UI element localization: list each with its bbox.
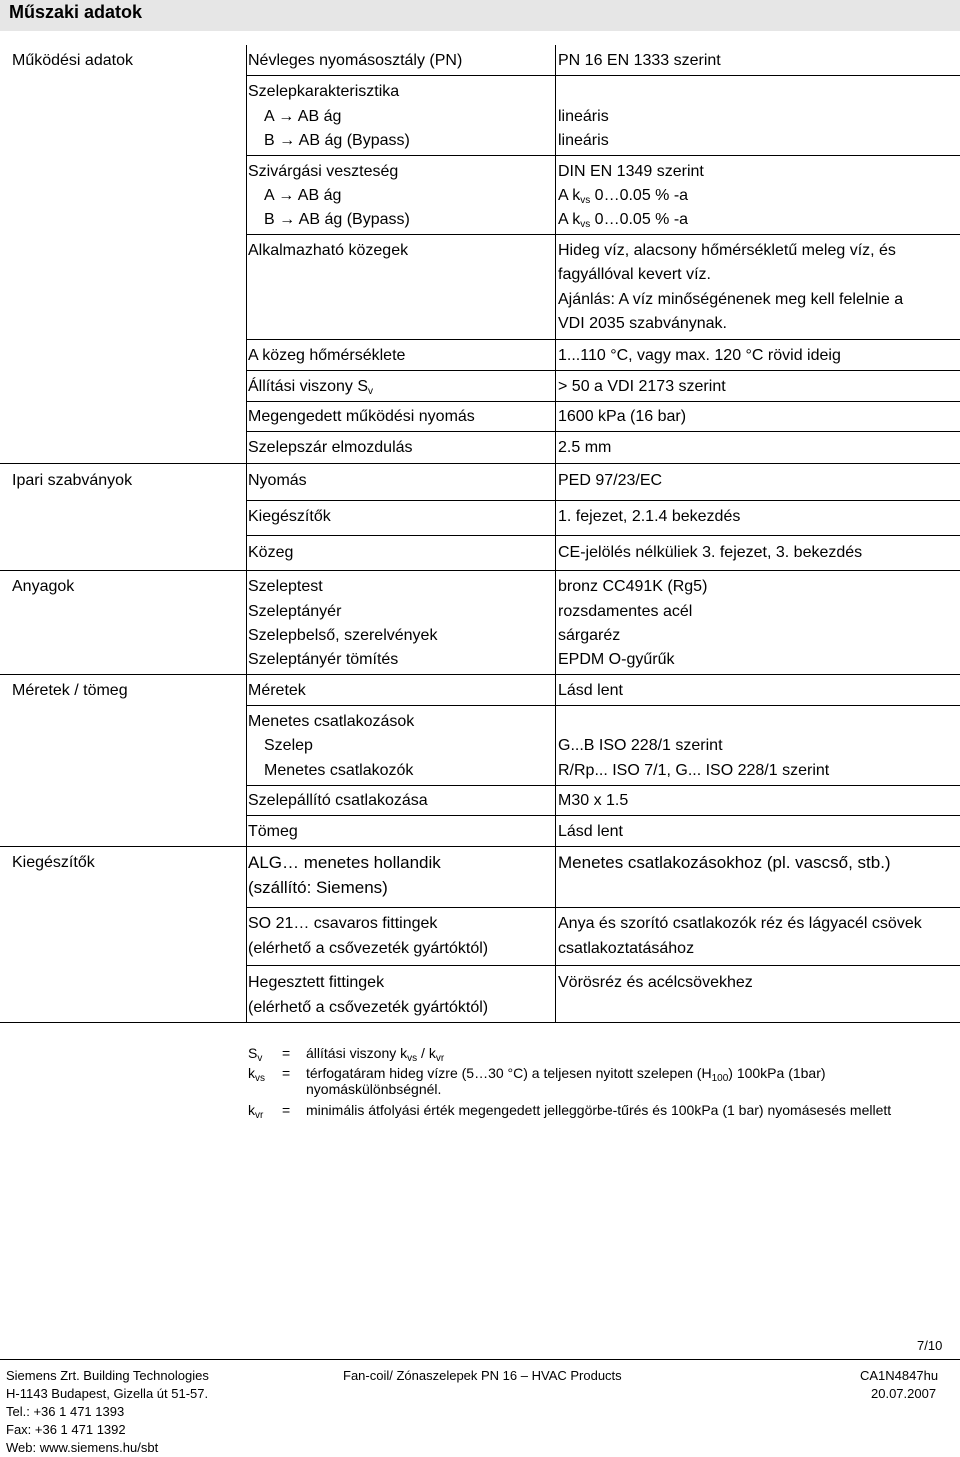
leak-b-label: B → AB ág (Bypass)	[264, 211, 410, 228]
nyomas-label: Nyomás	[248, 472, 307, 489]
leak-label: Szivárgási veszteség	[248, 163, 399, 180]
row-divider	[246, 535, 960, 536]
legend-kvs-def: térfogatáram hideg vízre (5…30 °C) a teljesen nyitott szelepen $(H_{100})$ 100kPa (1bar)	[306, 1065, 826, 1084]
divider-line	[0, 846, 960, 847]
media-line-4: VDI 2035 szabványnak.	[558, 315, 727, 332]
mat-body-label: Szeleptest	[248, 578, 323, 595]
sv-label: Állítási viszony $S_v$	[248, 378, 374, 397]
valve-label: Szelep	[264, 737, 313, 754]
valve-value: G...B ISO 228/1 szerint	[558, 737, 723, 754]
leak-a-label: A → AB ág	[264, 187, 342, 204]
page-number: 7/10	[917, 1338, 943, 1353]
char-a-ab: A → AB ág	[264, 108, 342, 125]
section-mukodesi: Működési adatok	[12, 52, 133, 69]
section-meretek: Méretek / tömeg	[12, 682, 128, 699]
char-b-ab: B → AB ág (Bypass)	[264, 132, 410, 149]
section-anyagok: Anyagok	[12, 578, 75, 595]
temp-value: 1...110 °C, vagy max. 120 °C rövid ideig	[558, 347, 841, 364]
section-kiegeszitok: Kiegészítők	[12, 854, 95, 871]
footer-product: Fan-coil/ Zónaszelepek PN 16 – HVAC Products	[343, 1368, 622, 1383]
legend-kvr-def: minimális átfolyási érték megengedett jelleggörbe-tűrés és 100kPa (1 bar) nyomásesés mellett	[306, 1102, 892, 1118]
column-divider	[246, 45, 247, 1022]
stroke-value: 2.5 mm	[558, 439, 612, 456]
row-divider	[246, 785, 960, 786]
pressure-label: Megengedett működési nyomás	[248, 408, 475, 425]
legend-eq: =	[282, 1102, 291, 1118]
legend-eq: =	[282, 1045, 291, 1061]
legend-sv-symbol: $S_v$	[248, 1045, 263, 1064]
legend-eq: =	[282, 1065, 291, 1081]
so-value-2: csatlakoztatásához	[558, 940, 695, 957]
char-b-value: lineáris	[558, 132, 609, 149]
weld-label-2: (elérhető a csővezeték gyártóktól)	[248, 999, 489, 1016]
leak-a-value: A $k_{vs}$ 0…0.05 % -a	[558, 187, 689, 206]
footer-company: Siemens Zrt. Building Technologies	[6, 1368, 209, 1383]
mat-internal-label: Szelepbelső, szerelvények	[248, 627, 438, 644]
page-heading: Műszaki adatok	[0, 0, 960, 31]
stroke-label: Szelepszár elmozdulás	[248, 439, 413, 456]
mat-disc-label: Szeleptányér	[248, 603, 342, 620]
weight-label: Tömeg	[248, 823, 298, 840]
pn-label: Névleges nyomásosztály (PN)	[248, 52, 463, 69]
connectors-value: R/Rp... ISO 7/1, G... ISO 228/1 szerint	[558, 762, 830, 779]
footer-fax: Fax: +36 1 471 1392	[6, 1422, 126, 1437]
media-line-1: Hideg víz, alacsony hőmérsékletű meleg víz, és	[558, 242, 896, 259]
pn-value: PN 16 EN 1333 szerint	[558, 52, 721, 69]
row-divider	[246, 401, 960, 402]
mat-body-value: bronz CC491K (Rg5)	[558, 578, 708, 595]
legend-kvs-symbol: $k_{vs}$	[248, 1065, 265, 1084]
mat-internal-value: sárgaréz	[558, 627, 621, 644]
weight-value: Lásd lent	[558, 823, 623, 840]
row-divider	[246, 705, 960, 706]
weld-label-1: Hegesztett fittingek	[248, 974, 385, 991]
so-label-1: SO 21… csavaros fittingek	[248, 915, 438, 932]
kozeg-label: Közeg	[248, 544, 294, 561]
row-divider	[246, 500, 960, 501]
actuator-value: M30 x 1.5	[558, 792, 629, 809]
media-label: Alkalmazható közegek	[248, 242, 409, 259]
footer-date: 20.07.2007	[871, 1386, 937, 1401]
media-line-3: Ajánlás: A víz minőségénenek meg kell felelnie a	[558, 291, 904, 308]
leak-standard: DIN EN 1349 szerint	[558, 163, 704, 180]
row-divider	[246, 965, 960, 966]
pressure-value: 1600 kPa (16 bar)	[558, 408, 687, 425]
mat-disc-value: rozsdamentes acél	[558, 603, 693, 620]
weld-value: Vörösréz és acélcsövekhez	[558, 974, 753, 991]
alg-label-2: (szállító: Siemens)	[248, 878, 388, 897]
legend-sv-def: állítási viszony $k_{vs} / k_{vr}$	[306, 1045, 445, 1064]
kieg-label: Kiegészítők	[248, 508, 331, 525]
leak-b-value: A $k_{vs}$ 0…0.05 % -a	[558, 211, 689, 230]
row-divider	[246, 234, 960, 235]
row-divider	[246, 339, 960, 340]
nyomas-value: PED 97/23/EC	[558, 472, 663, 489]
media-line-2: fagyállóval kevert víz.	[558, 266, 711, 283]
row-divider	[246, 431, 960, 432]
footer-tel: Tel.: +36 1 471 1393	[6, 1404, 125, 1419]
actuator-label: Szelepállító csatlakozása	[248, 792, 428, 809]
legend-kvr-symbol: $k_{vr}$	[248, 1102, 264, 1121]
divider-line	[0, 570, 960, 571]
row-divider	[246, 75, 960, 76]
sv-value: > 50 a VDI 2173 szerint	[558, 378, 726, 395]
threaded-label: Menetes csatlakozások	[248, 713, 415, 730]
alg-value: Menetes csatlakozásokhoz (pl. vascső, stb.)	[558, 853, 891, 872]
table-bottom-line	[0, 1022, 960, 1023]
divider-line	[0, 463, 960, 464]
divider-line	[0, 674, 960, 675]
alg-label-1: ALG… menetes hollandik	[248, 853, 441, 872]
so-value-1: Anya és szorító csatlakozók réz és lágyacél csövek	[558, 915, 922, 932]
dims-value: Lásd lent	[558, 682, 623, 699]
footer-rule	[0, 1359, 960, 1360]
footer-doc-id: CA1N4847hu	[860, 1368, 939, 1383]
section-ipari: Ipari szabványok	[12, 472, 133, 489]
so-label-2: (elérhető a csővezeték gyártóktól)	[248, 940, 489, 957]
connectors-label: Menetes csatlakozók	[264, 762, 414, 779]
row-divider	[246, 155, 960, 156]
temp-label: A közeg hőmérséklete	[248, 347, 406, 364]
dims-label: Méretek	[248, 682, 306, 699]
char-a-value: lineáris	[558, 108, 609, 125]
row-divider	[246, 815, 960, 816]
row-divider	[246, 907, 960, 908]
kieg-value: 1. fejezet, 2.1.4 bekezdés	[558, 508, 741, 525]
kozeg-value: CE-jelölés nélküliek 3. fejezet, 3. bekezdés	[558, 544, 863, 561]
mat-seal-label: Szeleptányér tömítés	[248, 651, 399, 668]
legend-kvs-def-2: nyomáskülönbségnél.	[306, 1081, 442, 1097]
char-label: Szelepkarakterisztika	[248, 83, 400, 100]
column-divider	[555, 45, 556, 1022]
footer-web: Web: www.siemens.hu/sbt	[6, 1440, 159, 1455]
row-divider	[246, 370, 960, 371]
footer-address: H-1143 Budapest, Gizella út 51-57.	[6, 1386, 209, 1401]
mat-seal-value: EPDM O-gyűrűk	[558, 651, 675, 668]
